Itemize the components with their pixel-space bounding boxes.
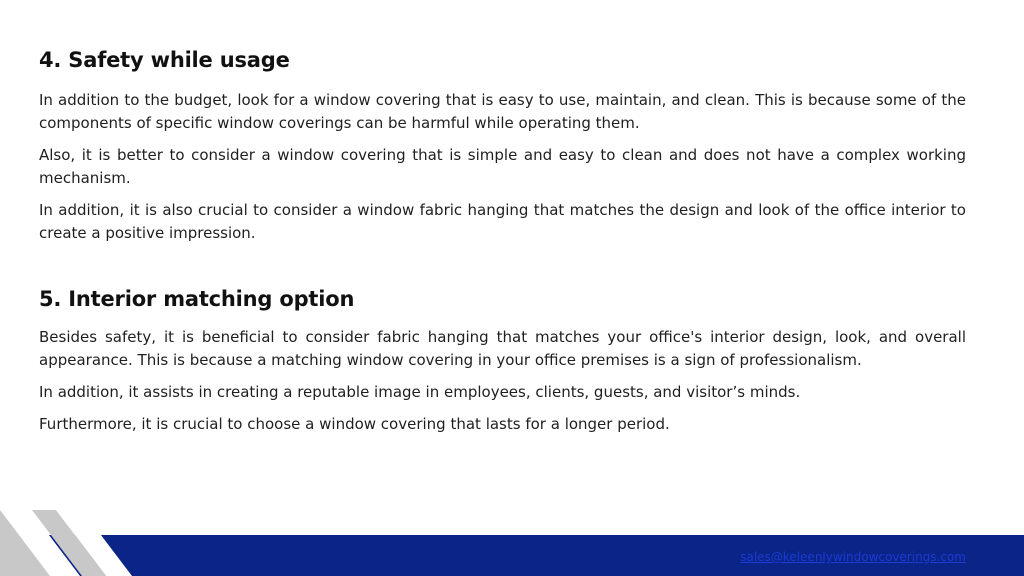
section-heading-interior-matching: 5. Interior matching option: [39, 287, 355, 311]
footer-email-link[interactable]: sales@keleenlywindowcoverings.com: [740, 550, 966, 564]
page-content: [39, 48, 966, 445]
section-safety: [39, 48, 966, 245]
paragraph: In addition to the budget, look for a window covering that is easy to use, maintain, and clean. This is because some of the components of specific window coverings can be harmful while operating them.: [39, 91, 966, 132]
paragraph: Besides safety, it is beneficial to consider fabric hanging that matches your office's interior design, look, and overall appearance. This is because a matching window covering in your office premises is a sign of professionalism.: [39, 328, 966, 369]
footer-bar: [0, 535, 1024, 576]
paragraph: Furthermore, it is crucial to choose a window covering that lasts for a longer period.: [39, 415, 670, 433]
section-heading-safety: 4. Safety while usage: [39, 48, 290, 72]
section-interior-matching: [39, 287, 966, 436]
paragraph: Also, it is better to consider a window covering that is simple and easy to clean and does not have a complex working mechanism.: [39, 146, 966, 187]
paragraph: In addition, it is also crucial to consider a window fabric hanging that matches the design and look of the office interior to create a positive impression.: [39, 201, 966, 242]
paragraph: In addition, it assists in creating a reputable image in employees, clients, guests, and visitor’s minds.: [39, 383, 801, 401]
